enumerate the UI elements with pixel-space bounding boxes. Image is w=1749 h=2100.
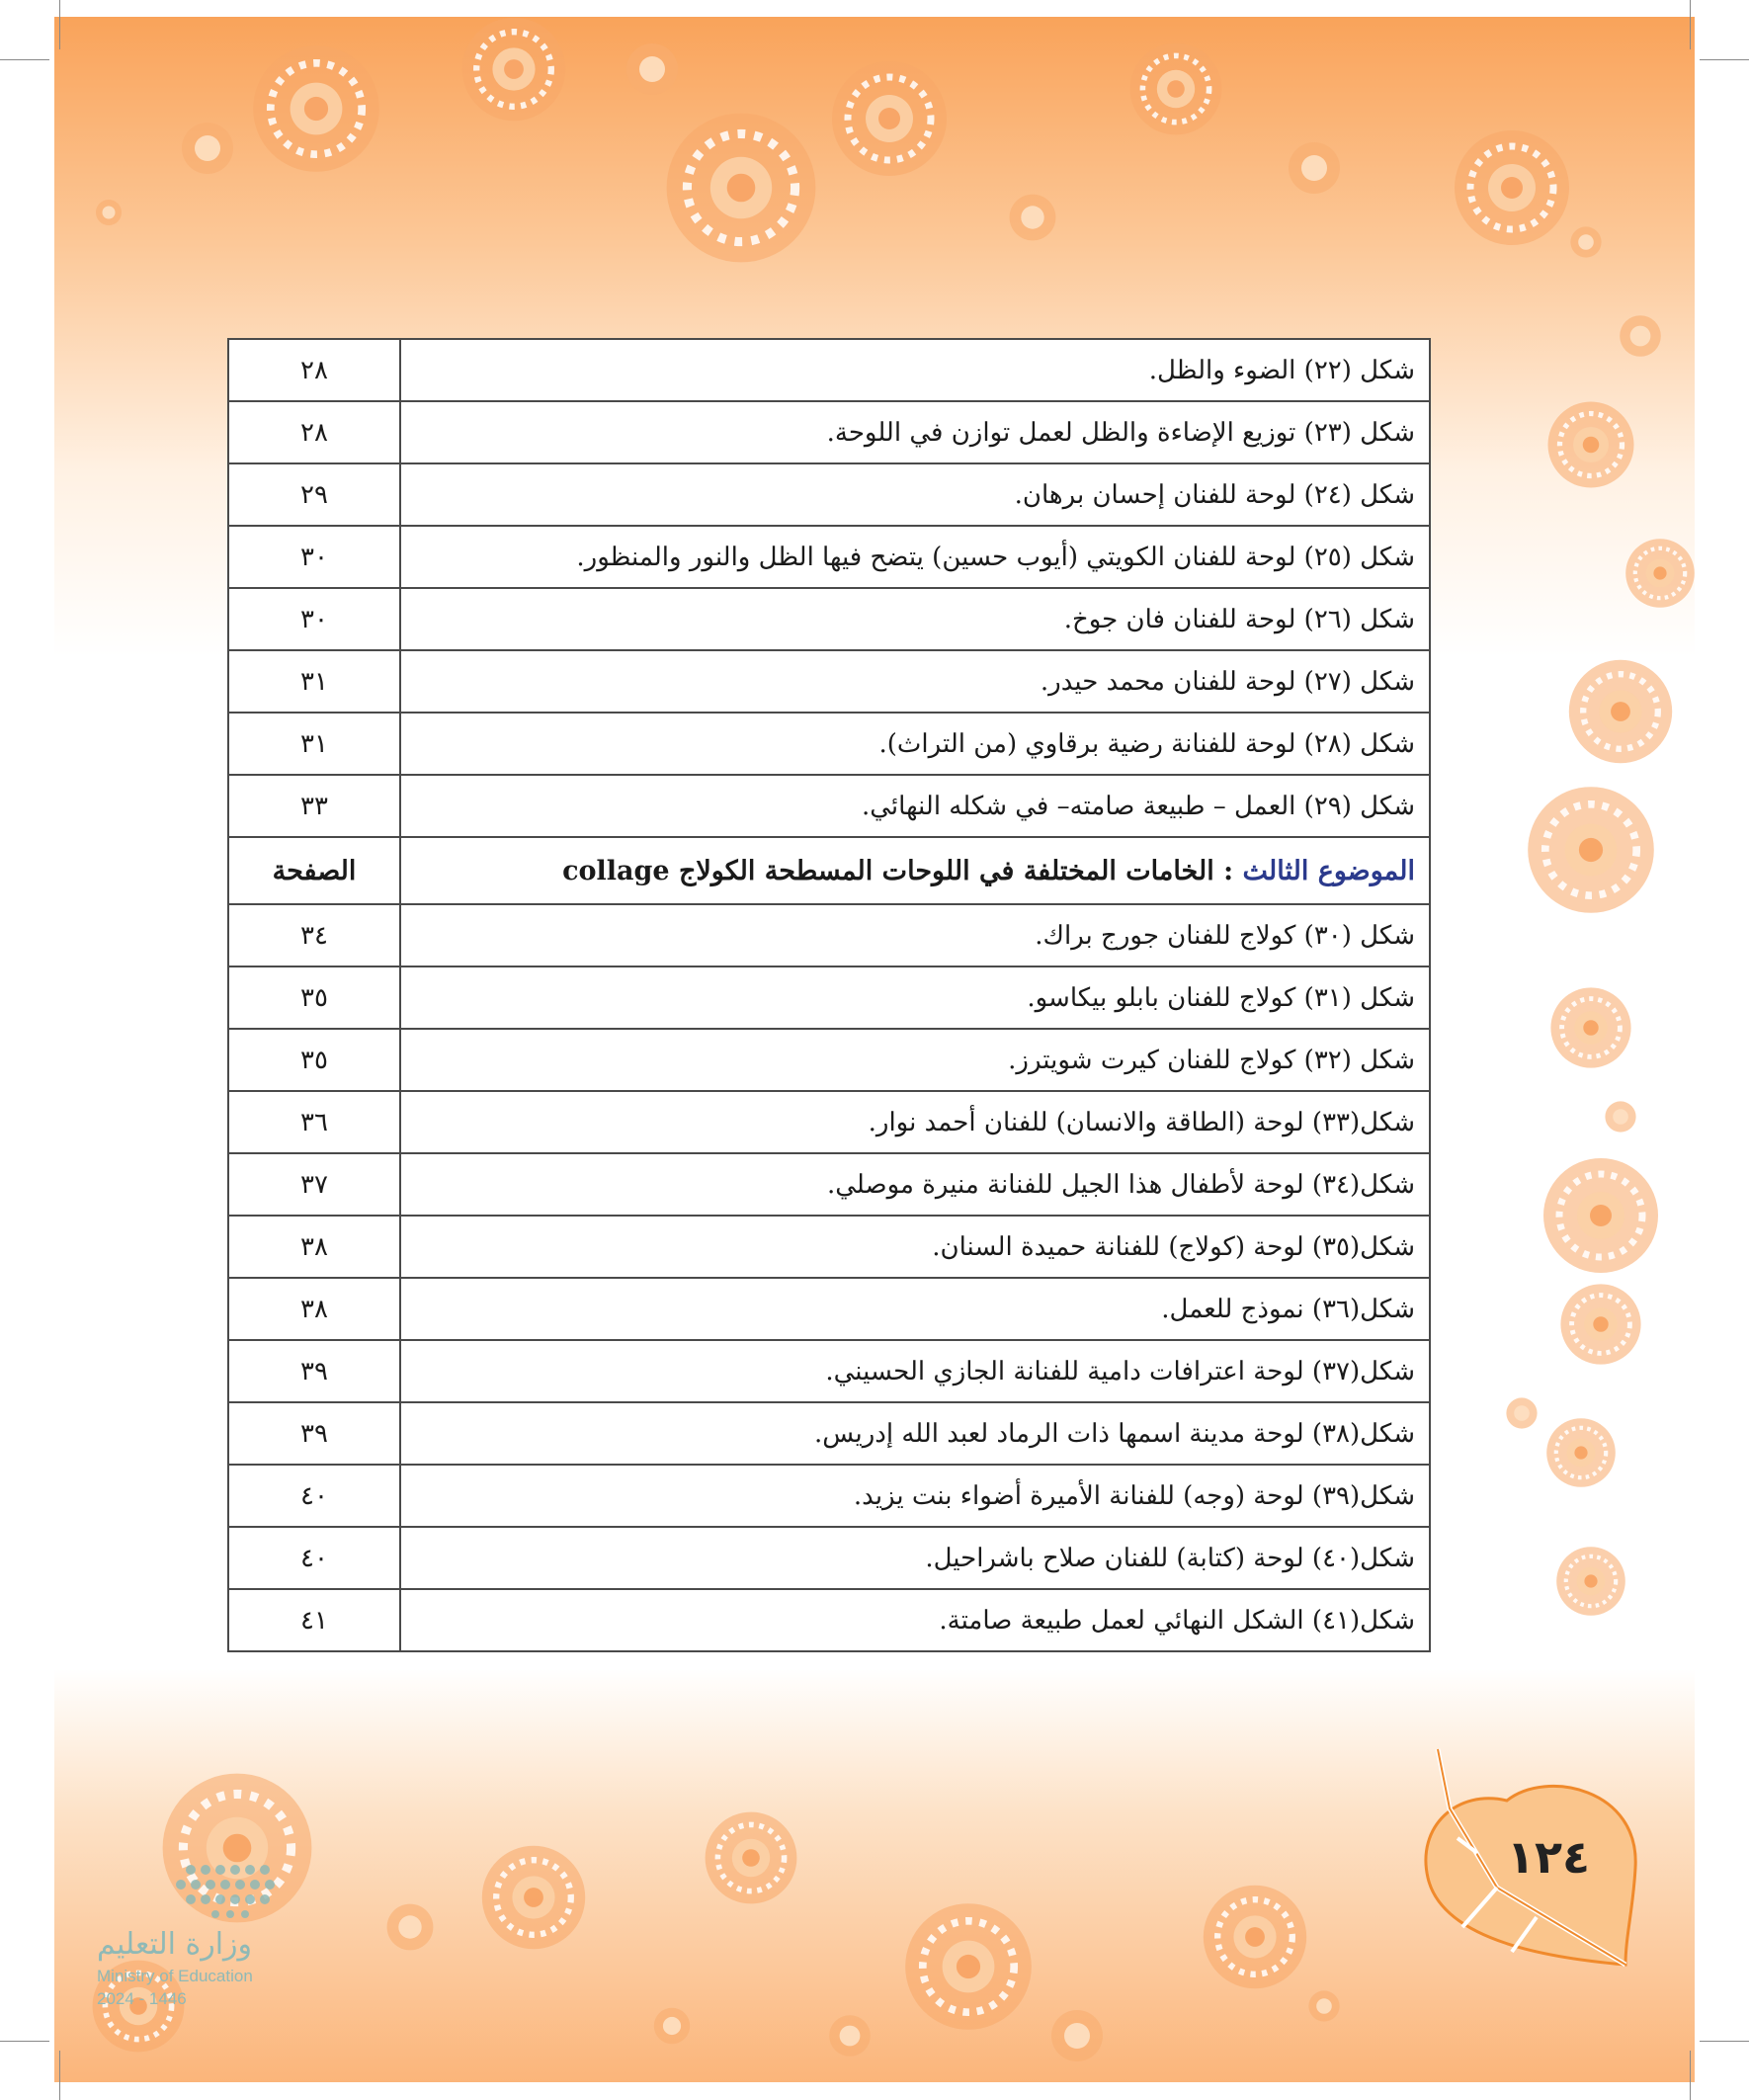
ministry-year: 2024 - 1446 <box>97 1989 187 2008</box>
ministry-name-arabic: وزارة التعليم <box>97 1927 253 1962</box>
entry-text: شكل(٣٤) لوحة لأطفال هذا الجيل للفنانة منيرة موصلي. <box>400 1153 1430 1216</box>
contents-table <box>227 338 1431 1652</box>
page-cell: ٣٥ <box>228 1029 400 1091</box>
table-row <box>228 526 1430 588</box>
right-flowers <box>1506 315 1694 1616</box>
page-cell: ٣١ <box>228 650 400 713</box>
page-number: ١٢٤ <box>1506 1830 1591 1884</box>
table-row <box>228 1589 1430 1651</box>
entry-text: شكل (٢٧) لوحة للفنان محمد حيدر. <box>400 650 1430 713</box>
table-row <box>228 588 1430 650</box>
page-cell: ٣٠ <box>228 588 400 650</box>
page-column-header: الصفحة <box>228 837 400 904</box>
table-row <box>228 401 1430 463</box>
table-row <box>228 1465 1430 1527</box>
page-cell: ٣٣ <box>228 775 400 837</box>
entry-text: شكل(٤١) الشكل النهائي لعمل طبيعة صامتة. <box>400 1589 1430 1651</box>
entry-text: شكل(٣٨) لوحة مدينة اسمها ذات الرماد لعبد الله إدريس. <box>400 1402 1430 1465</box>
entry-text: شكل(٣٧) لوحة اعترافات دامية للفنانة الجازي الحسيني. <box>400 1340 1430 1402</box>
entry-text: شكل(٣٦) نموذج للعمل. <box>400 1278 1430 1340</box>
section-heading: : الخامات المختلفة في اللوحات المسطحة الكولاج collage <box>562 855 1234 886</box>
page-cell: ٤٠ <box>228 1465 400 1527</box>
page-cell: ٣٧ <box>228 1153 400 1216</box>
page-cell: ٣٤ <box>228 904 400 966</box>
entry-text: شكل(٣٣) لوحة (الطاقة والانسان) للفنان أحمد نوار. <box>400 1091 1430 1153</box>
table-row <box>228 1029 1430 1091</box>
table-row <box>228 966 1430 1029</box>
table-row <box>228 775 1430 837</box>
entry-text: شكل (٢٣) توزيع الإضاءة والظل لعمل توازن في اللوحة. <box>400 401 1430 463</box>
page-cell: ٣٨ <box>228 1278 400 1340</box>
table-row <box>228 1216 1430 1278</box>
entry-text: شكل (٣١) كولاج للفنان بابلو بيكاسو. <box>400 966 1430 1029</box>
ministry-name-english: Ministry of Education <box>97 1967 253 1985</box>
entry-text: شكل (٣٠) كولاج للفنان جورج براك. <box>400 904 1430 966</box>
entry-text: شكل (٢٥) لوحة للفنان الكويتي (أيوب حسين) يتضح فيها الظل والنور والمنظور. <box>400 526 1430 588</box>
page-cell: ٣٦ <box>228 1091 400 1153</box>
table-row <box>228 463 1430 526</box>
entry-text: شكل (٢٢) الضوء والظل. <box>400 339 1430 401</box>
table-row <box>228 1278 1430 1340</box>
top-flowers <box>96 18 1602 263</box>
table-row <box>228 1402 1430 1465</box>
table-row <box>228 1527 1430 1589</box>
page-cell: ٤٠ <box>228 1527 400 1589</box>
section-label: الموضوع الثالث <box>1242 855 1415 886</box>
table-row <box>228 1153 1430 1216</box>
entry-text: شكل(٤٠) لوحة (كتابة) للفنان صلاح باشراحيل. <box>400 1527 1430 1589</box>
entry-text: شكل (٢٤) لوحة للفنان إحسان برهان. <box>400 463 1430 526</box>
table-row <box>228 1091 1430 1153</box>
ministry-logo <box>97 1860 364 1929</box>
table-row <box>228 1340 1430 1402</box>
page-cell: ٢٩ <box>228 463 400 526</box>
table-row <box>228 339 1430 401</box>
page-cell: ٣٩ <box>228 1402 400 1465</box>
entry-text: شكل (٢٩) العمل – طبيعة صامته– في شكله النهائي. <box>400 775 1430 837</box>
entry-text: شكل (٢٨) لوحة للفنانة رضية برقاوي (من التراث). <box>400 713 1430 775</box>
entry-text: شكل (٢٦) لوحة للفنان فان جوخ. <box>400 588 1430 650</box>
entry-text: شكل(٣٥) لوحة (كولاج) للفنانة حميدة السنان. <box>400 1216 1430 1278</box>
entry-text: شكل (٣٢) كولاج للفنان كيرت شويترز. <box>400 1029 1430 1091</box>
table-row <box>228 713 1430 775</box>
page-cell: ٤١ <box>228 1589 400 1651</box>
page-cell: ٢٨ <box>228 339 400 401</box>
page-cell: ٢٨ <box>228 401 400 463</box>
section-title <box>400 837 1430 904</box>
page-cell: ٣٨ <box>228 1216 400 1278</box>
page-cell: ٣١ <box>228 713 400 775</box>
section-header-row <box>228 837 1430 904</box>
page-cell: ٣٥ <box>228 966 400 1029</box>
page-cell: ٣٩ <box>228 1340 400 1402</box>
entry-text: شكل(٣٩) لوحة (وجه) للفنانة الأميرة أضواء بنت يزيد. <box>400 1465 1430 1527</box>
page-cell: ٣٠ <box>228 526 400 588</box>
table-row <box>228 904 1430 966</box>
table-row <box>228 650 1430 713</box>
